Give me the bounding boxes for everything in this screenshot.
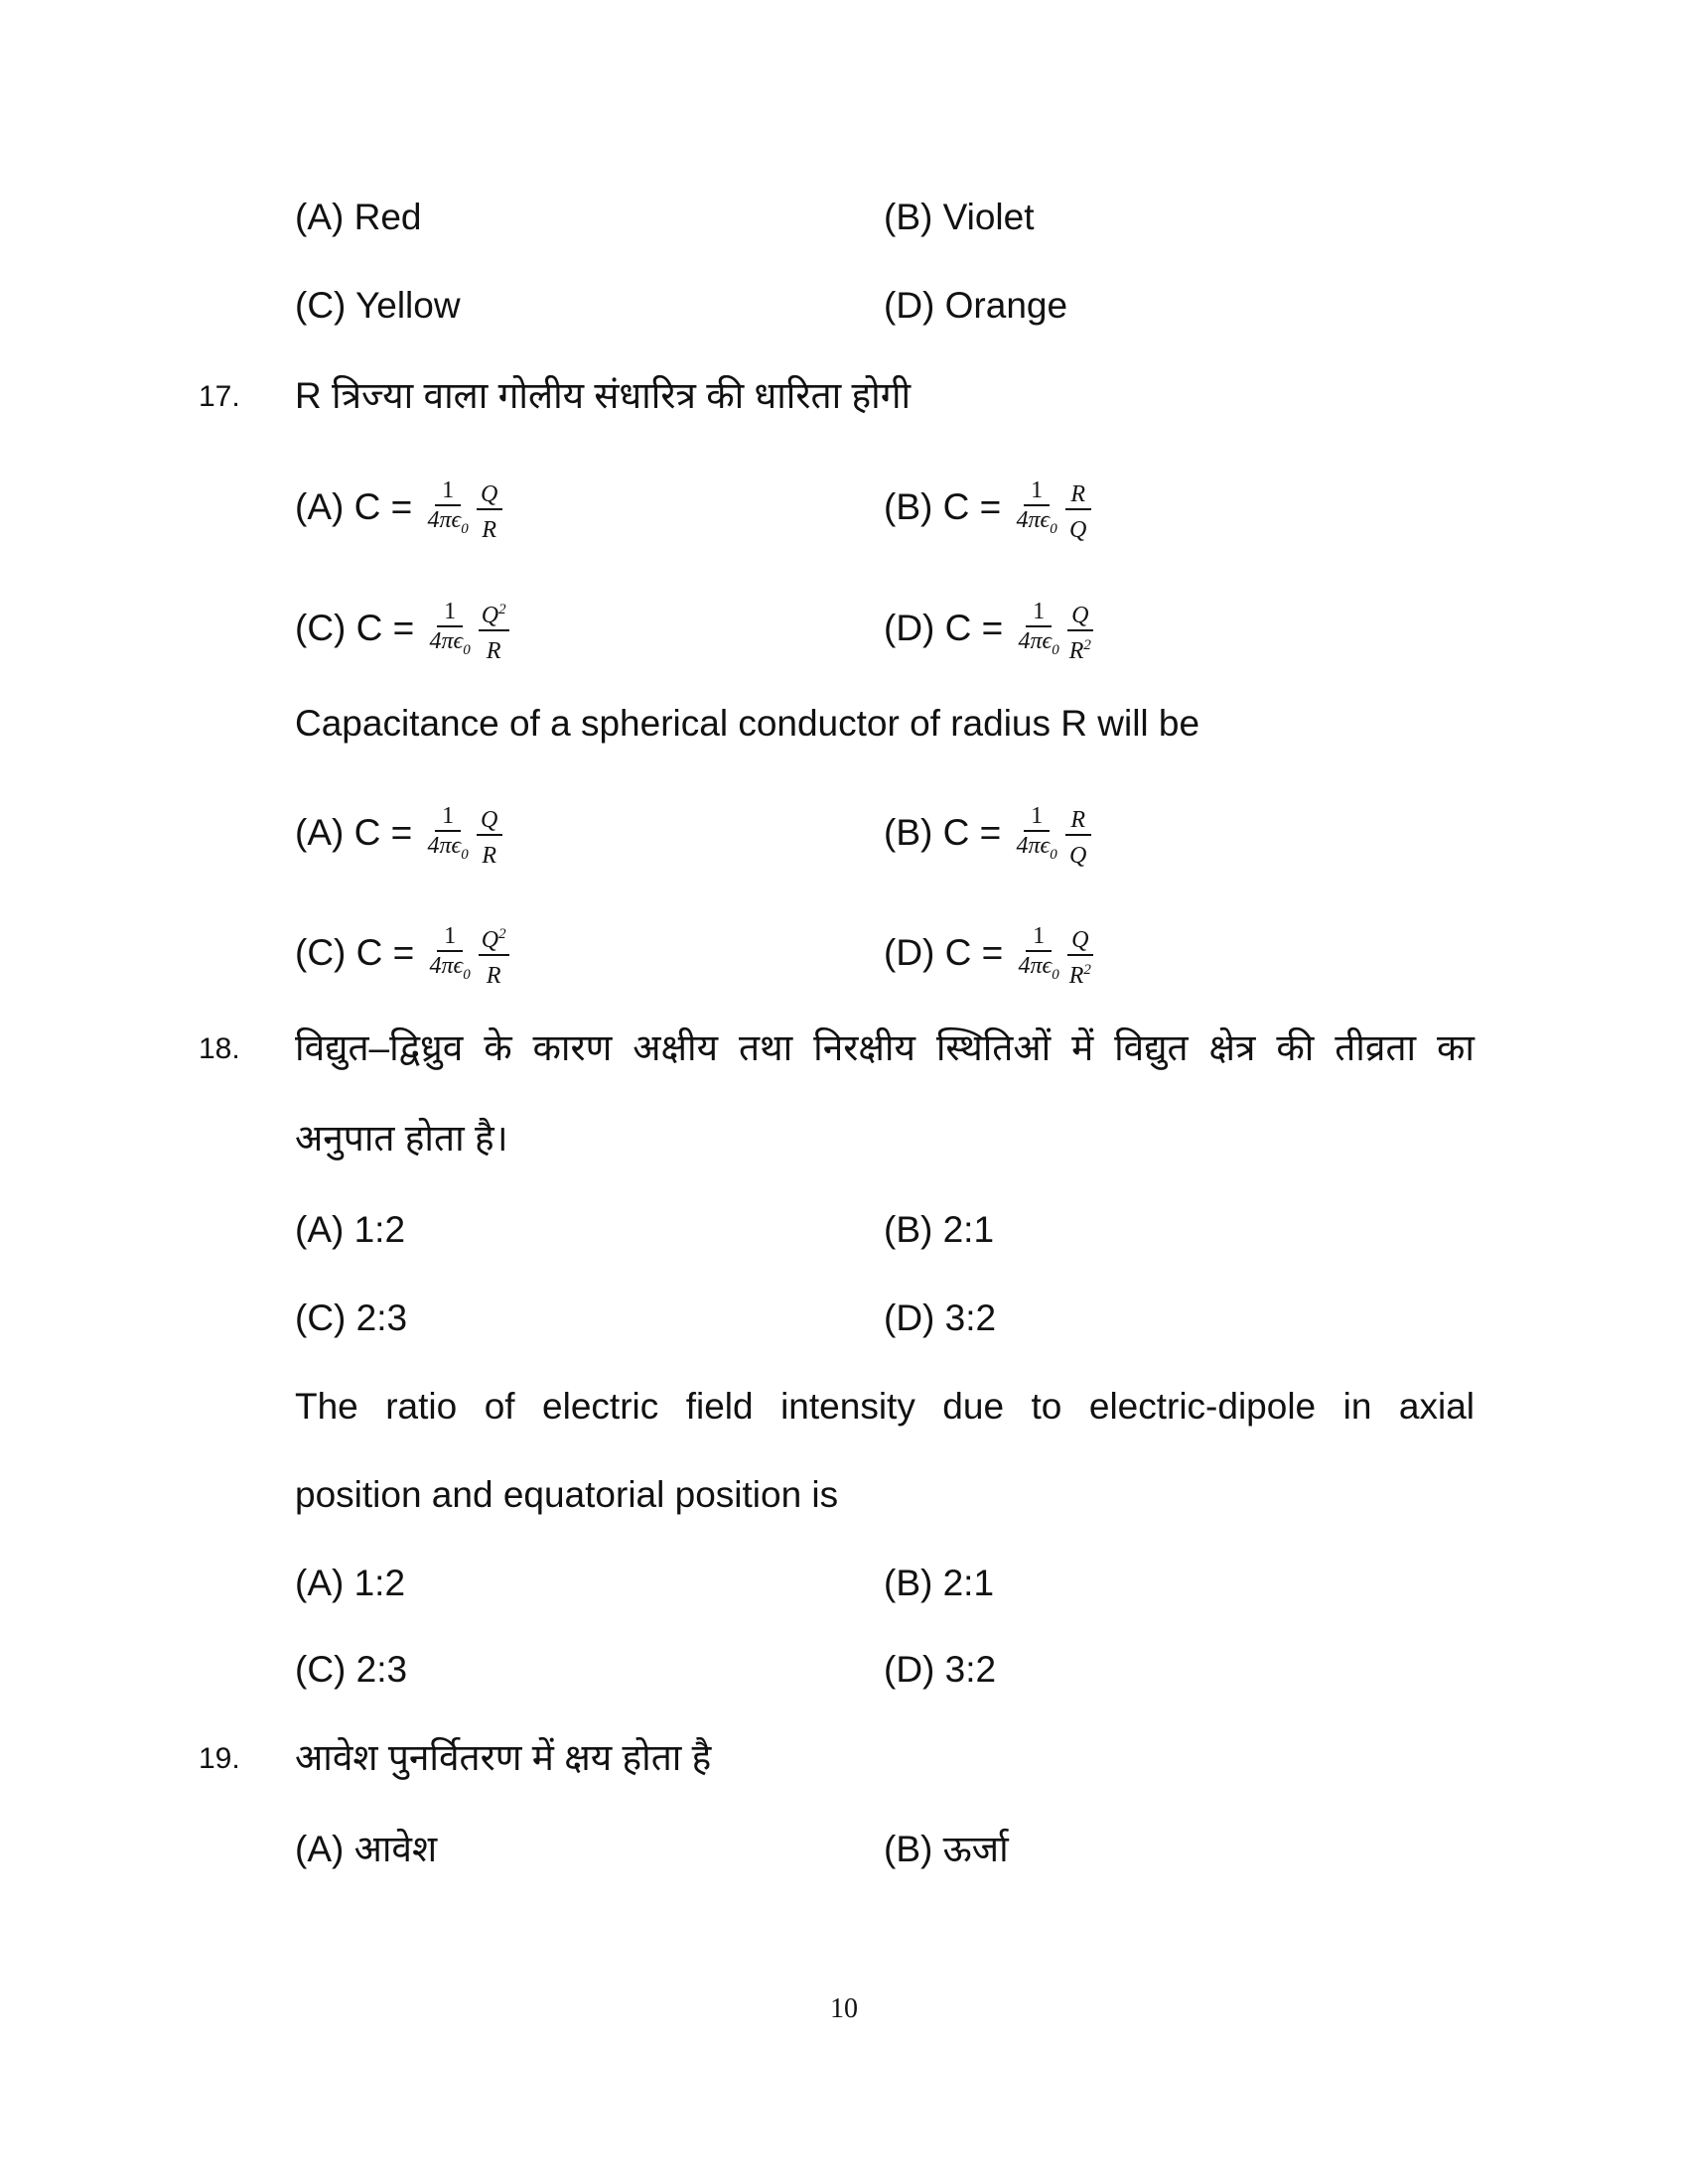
subscript: 0 bbox=[1052, 641, 1059, 658]
q18-option-a-en: (A) 1:2 bbox=[295, 1563, 406, 1603]
option-label: (D) C = bbox=[884, 607, 1004, 648]
denominator: 4πϵ bbox=[1018, 952, 1053, 979]
question-number: 17. bbox=[199, 380, 240, 413]
q17-option-a bbox=[295, 800, 505, 870]
q16-option-b: (B) Violet bbox=[884, 197, 1035, 237]
q16-option-a: (A) Red bbox=[295, 197, 422, 237]
q18-option-b-en: (B) 2:1 bbox=[884, 1563, 995, 1603]
q17-option-c bbox=[295, 920, 512, 990]
option-label: (B) C = bbox=[884, 811, 1002, 853]
denominator: R bbox=[482, 517, 497, 543]
question-number: 19. bbox=[199, 1742, 240, 1775]
fraction-constant bbox=[428, 922, 473, 989]
q16-option-c: (C) Yellow bbox=[295, 285, 461, 326]
fraction-constant bbox=[1015, 477, 1059, 543]
fraction-constant bbox=[1015, 802, 1059, 869]
q17-option-d bbox=[884, 596, 1096, 665]
numerator: 1 bbox=[437, 598, 463, 627]
superscript: 2 bbox=[498, 926, 506, 942]
question-text-hindi-line2: अनुपात होता है। bbox=[295, 1118, 508, 1159]
denominator: Q bbox=[1069, 843, 1087, 869]
fraction-variable bbox=[1067, 596, 1093, 665]
subscript: 0 bbox=[461, 520, 469, 537]
subscript: 0 bbox=[463, 966, 471, 983]
q18-option-d-en: (D) 3:2 bbox=[884, 1649, 997, 1690]
subscript: 0 bbox=[1050, 520, 1057, 537]
page-number: 10 bbox=[830, 1993, 858, 2024]
denominator: 4πϵ bbox=[1016, 506, 1051, 533]
denominator: 4πϵ bbox=[429, 952, 464, 979]
fraction-constant bbox=[428, 598, 473, 664]
numerator: R bbox=[1070, 807, 1086, 833]
fraction-variable bbox=[477, 475, 502, 544]
q19-option-a: (A) आवेश bbox=[295, 1829, 438, 1869]
superscript: 2 bbox=[498, 602, 506, 617]
denominator: R bbox=[486, 963, 501, 989]
numerator: Q bbox=[481, 481, 498, 507]
option-label: (C) C = bbox=[295, 931, 415, 973]
q18-option-c-en: (C) 2:3 bbox=[295, 1649, 408, 1690]
numerator: R bbox=[1070, 481, 1086, 507]
numerator: 1 bbox=[435, 477, 461, 506]
numerator: 1 bbox=[1026, 922, 1052, 952]
question-number: 18. bbox=[199, 1032, 240, 1065]
question-text-hindi-line1: विद्युत–द्विध्रुव के कारण अक्षीय तथा निरक्षीय स्थितिओं में विद्युत क्षेत्र की तीव्रता का bbox=[295, 1027, 1475, 1068]
q17-option-a bbox=[295, 475, 505, 544]
superscript: 2 bbox=[1083, 637, 1091, 653]
numerator: 1 bbox=[1024, 802, 1050, 832]
denominator: 4πϵ bbox=[1018, 627, 1053, 654]
question-text-english-line1: The ratio of electric field intensity due to electric-dipole in axial bbox=[295, 1386, 1475, 1427]
fraction-constant bbox=[426, 802, 471, 869]
numerator: 1 bbox=[1024, 477, 1050, 506]
denominator: 4πϵ bbox=[427, 506, 462, 533]
numerator: 1 bbox=[1026, 598, 1052, 627]
q19-option-b: (B) ऊर्जा bbox=[884, 1829, 1009, 1869]
denominator: 4πϵ bbox=[429, 627, 464, 654]
q18-option-c: (C) 2:3 bbox=[295, 1297, 408, 1338]
q18-option-d: (D) 3:2 bbox=[884, 1297, 997, 1338]
numerator: Q bbox=[1071, 603, 1089, 628]
fraction-variable bbox=[479, 920, 509, 990]
numerator: Q bbox=[481, 927, 499, 953]
subscript: 0 bbox=[463, 641, 471, 658]
fraction-variable bbox=[1067, 920, 1093, 990]
fraction-variable bbox=[477, 800, 502, 870]
denominator: 4πϵ bbox=[1016, 832, 1051, 859]
question-text-hindi: R त्रिज्या वाला गोलीय संधारित्र की धारिता होगी bbox=[295, 375, 912, 416]
denominator: Q bbox=[1069, 517, 1087, 543]
denominator: R bbox=[486, 638, 501, 664]
question-text-english: Capacitance of a spherical conductor of radius R will be bbox=[295, 703, 1200, 744]
fraction-variable bbox=[1065, 475, 1091, 544]
subscript: 0 bbox=[461, 846, 469, 863]
question-text-hindi: आवेश पुनर्वितरण में क्षय होता है bbox=[295, 1737, 712, 1778]
numerator: 1 bbox=[435, 802, 461, 832]
fraction-constant bbox=[1017, 598, 1061, 664]
question-text-english-line2: position and equatorial position is bbox=[295, 1474, 839, 1515]
fraction-variable bbox=[1065, 800, 1091, 870]
q18-option-b: (B) 2:1 bbox=[884, 1209, 995, 1250]
numerator: Q bbox=[481, 603, 499, 628]
option-label: (C) C = bbox=[295, 607, 415, 648]
option-label: (B) C = bbox=[884, 485, 1002, 527]
option-label: (A) C = bbox=[295, 811, 413, 853]
option-label: (A) C = bbox=[295, 485, 413, 527]
fraction-variable bbox=[479, 596, 509, 665]
denominator: R bbox=[1068, 638, 1084, 664]
q17-option-b bbox=[884, 800, 1094, 870]
subscript: 0 bbox=[1052, 966, 1059, 983]
denominator: R bbox=[1068, 963, 1084, 989]
q17-option-d bbox=[884, 920, 1096, 990]
option-label: (D) C = bbox=[884, 931, 1004, 973]
q17-option-b bbox=[884, 475, 1094, 544]
fraction-constant bbox=[426, 477, 471, 543]
q18-option-a: (A) 1:2 bbox=[295, 1209, 406, 1250]
q16-option-d: (D) Orange bbox=[884, 285, 1068, 326]
numerator: 1 bbox=[437, 922, 463, 952]
q17-option-c bbox=[295, 596, 512, 665]
numerator: Q bbox=[481, 807, 498, 833]
numerator: Q bbox=[1071, 927, 1089, 953]
fraction-constant bbox=[1017, 922, 1061, 989]
superscript: 2 bbox=[1083, 962, 1091, 978]
subscript: 0 bbox=[1050, 846, 1057, 863]
denominator: 4πϵ bbox=[427, 832, 462, 859]
denominator: R bbox=[482, 843, 497, 869]
